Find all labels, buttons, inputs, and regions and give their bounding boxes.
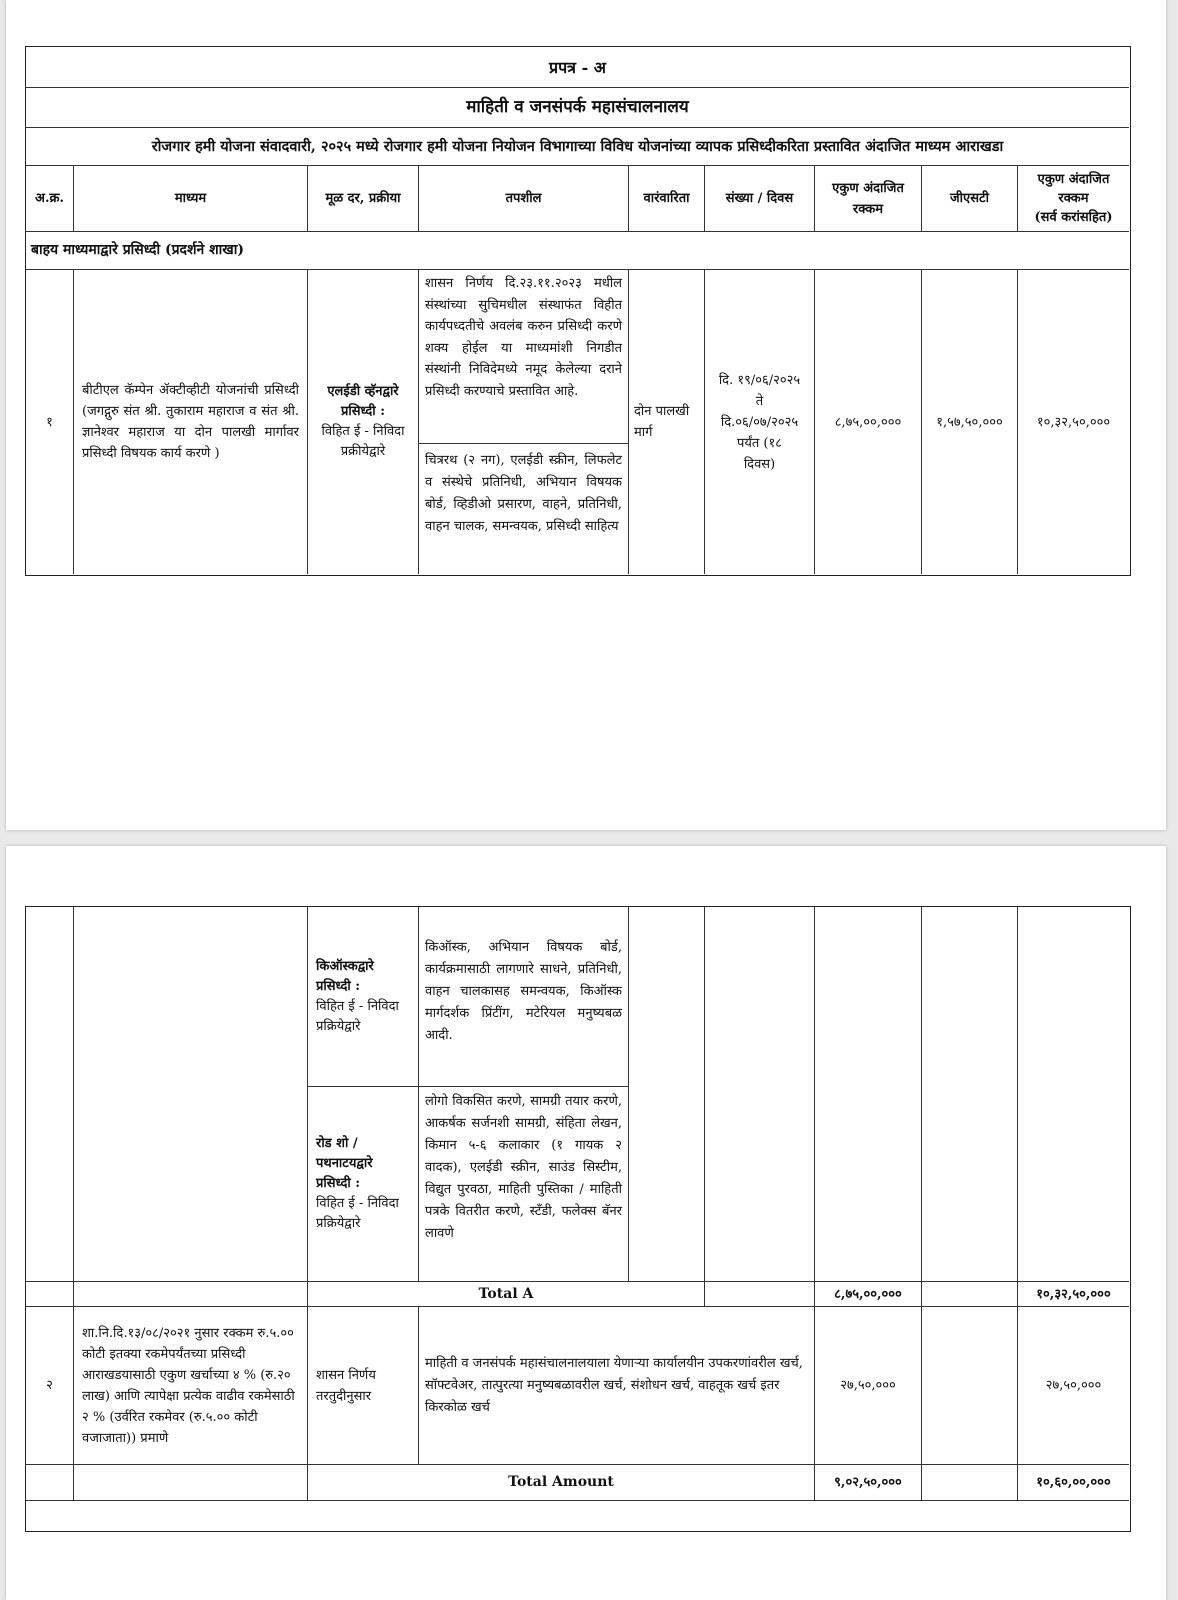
- total-amount-sr: [26, 1465, 74, 1501]
- col-frequency: वारंवारिता: [629, 166, 705, 232]
- total-amount-spacer: [74, 1465, 308, 1501]
- row1cont-sr: [26, 907, 74, 1282]
- col-grand-total-line1: एकुण अंदाजित: [1037, 172, 1110, 187]
- total-a-spacer: [74, 1282, 308, 1307]
- row1cont-total: [815, 907, 922, 1282]
- section-title: बाहय माध्यमाद्वारे प्रसिध्दी (प्रदर्शने शाखा): [26, 232, 1129, 270]
- total-a-label: Total A: [308, 1282, 705, 1307]
- rate-kiosk-label: किऑस्कद्वारे प्रसिध्दी :: [316, 958, 374, 994]
- row1cont-frequency: [629, 907, 705, 1282]
- row1-details-2: चित्ररथ (२ नग), एलईडी स्क्रीन, लिफलेट व संस्थेचे प्रतिनिधी, अभियान विषयक बोर्ड, व्हिडीओ प्रसारण, वाहने, प्रतिनिधी, वाहन चालक, समन्वयक, प्रसिध्दी साहित्य: [419, 444, 629, 574]
- rate-led-van-text: विहित ई - निविदा प्रक्रीयेद्वारे: [321, 424, 405, 459]
- row2-total: २७,५०,०००: [815, 1307, 922, 1465]
- document-page-2: [6, 846, 1166, 1600]
- total-a-amount: ८,७५,००,०००: [815, 1282, 922, 1307]
- col-total-estimate-line1: एकुण अंदाजित: [832, 180, 904, 196]
- document-page-1: [6, 0, 1166, 830]
- rate-roadshow-label: रोड शो / पथनाटयद्वारे प्रसिध्दी :: [316, 1136, 373, 1191]
- col-details: तपशील: [419, 166, 629, 232]
- media-plan-table: [25, 46, 1131, 576]
- total-amount-grand: १०,६०,००,०००: [1018, 1465, 1129, 1501]
- row1-grand: १०,३२,५०,०००: [1036, 414, 1111, 430]
- row2-rate: शासन निर्णय तरतुदीनुसार: [308, 1307, 419, 1465]
- row1cont-medium: [74, 907, 308, 1282]
- col-base-rate: मूळ दर, प्रक्रीया: [308, 166, 419, 232]
- row1-rate-led-van: [308, 270, 419, 574]
- col-grand-total-line2: रक्कम: [1058, 191, 1089, 206]
- row1cont-grand: [1018, 907, 1129, 1282]
- days-line-2: ते: [755, 393, 764, 409]
- row1cont-days: [705, 907, 815, 1282]
- total-a-sr: [26, 1282, 74, 1307]
- rate-led-van-label: एलईडी व्हॅनद्वारे प्रसिध्दी :: [327, 384, 399, 419]
- row1-frequency: दोन पालखी मार्ग: [629, 270, 705, 574]
- row1-details-4: लोगो विकसित करणे, सामग्री तयार करणे, आकर्षक सर्जनशी सामग्री, संहिता लेखन, किमान ५-६ कलाकार (१ गायक २ वादक), एलईडी स्क्रीन, साउंड सिस्टीम, विद्युत पुरवठा, माहिती पुस्तिका / माहिती पत्रके वितरीत करणे, स्टँडी, फलेक्स बॅनर लावणे: [419, 1087, 629, 1282]
- row1-rate-kiosk: [308, 907, 419, 1087]
- row1cont-gst: [922, 907, 1018, 1282]
- total-a-gst: [922, 1282, 1018, 1307]
- total-amount-value: ९,०२,५०,०००: [815, 1465, 922, 1501]
- row1-sr: १: [26, 270, 74, 574]
- col-grand-total: [1018, 166, 1129, 232]
- days-line-1: दि. १९/०६/२०२५: [718, 372, 801, 388]
- row1-medium: बीटीएल कॅम्पेन ॲक्टीव्हीटी योजनांची प्रसिध्दी (जगद्गुरु संत श्री. तुकाराम महाराज व संत श्री. ज्ञानेश्वर महाराज या दोन पालखी मार्गावर प्रसिध्दी विषयक कार्य करणे ): [74, 270, 308, 574]
- row2-gst: [922, 1307, 1018, 1465]
- col-grand-total-line3: (सर्व करांसहित): [1034, 210, 1113, 225]
- plan-subject: रोजगार हमी योजना संवादवारी, २०२५ मध्ये रोजगार हमी योजना नियोजन विभागाच्या विविध योजनांच्या व्यापक प्रसिध्दीकरिता प्रस्तावित अंदाजित माध्यम आराखडा: [26, 128, 1129, 166]
- total-amount-gst: [922, 1465, 1018, 1501]
- col-sr-no: अ.क्र.: [26, 166, 74, 232]
- days-line-4: पर्यंत (१८: [736, 435, 783, 451]
- total-amount-label: Total Amount: [308, 1465, 815, 1501]
- rate-roadshow-text: विहित ई - निविदा प्रक्रियेद्वारे: [316, 1196, 399, 1231]
- total-a-days: [705, 1282, 815, 1307]
- row1-details-3: किऑस्क, अभियान विषयक बोर्ड, कार्यक्रमासाठी लागणारे साधने, प्रतिनिधी, वाहन चालकासह समन्वयक, किऑस्क मार्गदर्शक प्रिंटींग, मटेरियल मनुष्यबळ आदी.: [419, 907, 629, 1087]
- rate-kiosk-text: विहित ई - निविदा प्रक्रियेद्वारे: [316, 998, 399, 1034]
- row2-sr: २: [26, 1307, 74, 1465]
- row1-days: [705, 270, 815, 574]
- col-medium: माध्यम: [74, 166, 308, 232]
- blank-footer-row: [26, 1501, 1129, 1530]
- col-total-estimate-line2: रक्कम: [852, 201, 884, 217]
- total-a-grand: १०,३२,५०,०००: [1018, 1282, 1129, 1307]
- days-line-5: दिवस): [743, 456, 776, 472]
- form-title: प्रपत्र - अ: [26, 47, 1129, 88]
- days-line-3: दि.०६/०७/२०२५: [720, 414, 799, 430]
- row2-details: माहिती व जनसंपर्क महासंचालनालयाला येणाऱ्या कार्यालयीन उपकरणांवरील खर्च, सॉफ्टवेअर, तात्पुरत्या मनुष्यबळावरील खर्च, संशोधन खर्च, वाहतूक खर्च इतर किरकोळ खर्च: [419, 1307, 815, 1465]
- col-count-days: संख्या / दिवस: [705, 166, 815, 232]
- row2-medium: शा.नि.दि.१३/०८/२०२१ नुसार रक्कम रु.५.०० कोटी इतक्या रकमेपर्यंतच्या प्रसिध्दी आराखडयासाठी एकुण खर्चाच्या ४ % (रु.२० लाख) आणि त्यापेक्षा प्रत्येक वाढीव रकमेसाठी २ % (उर्वरित रकमेवर (रु.५.०० कोटी वजाजाता)) प्रमाणे: [74, 1307, 308, 1465]
- row2-grand: २७,५०,०००: [1018, 1307, 1129, 1465]
- media-plan-table-continued: [25, 906, 1131, 1532]
- row1-rate-roadshow: [308, 1087, 419, 1282]
- col-total-estimate: [815, 166, 922, 232]
- row1-gst: १,५७,५०,०००: [922, 270, 1018, 574]
- row1-total: ८,७५,००,०००: [815, 270, 922, 574]
- department-title: माहिती व जनसंपर्क महासंचालनालय: [26, 88, 1129, 128]
- col-gst: जीएसटी: [922, 166, 1018, 232]
- row1-details-1: शासन निर्णय दि.२३.११.२०२३ मधील संस्थांच्या सुचिमधील संस्थाफंत विहीत कार्यपध्दतीचे अवलंब करुन प्रसिध्दी करणे शक्य होईल या माध्यमांशी निगडीत संस्थांनी निविदेमध्ये नमूद केलेल्या दराने प्रसिध्दी करण्याचे प्रस्तावित आहे.: [419, 270, 629, 444]
